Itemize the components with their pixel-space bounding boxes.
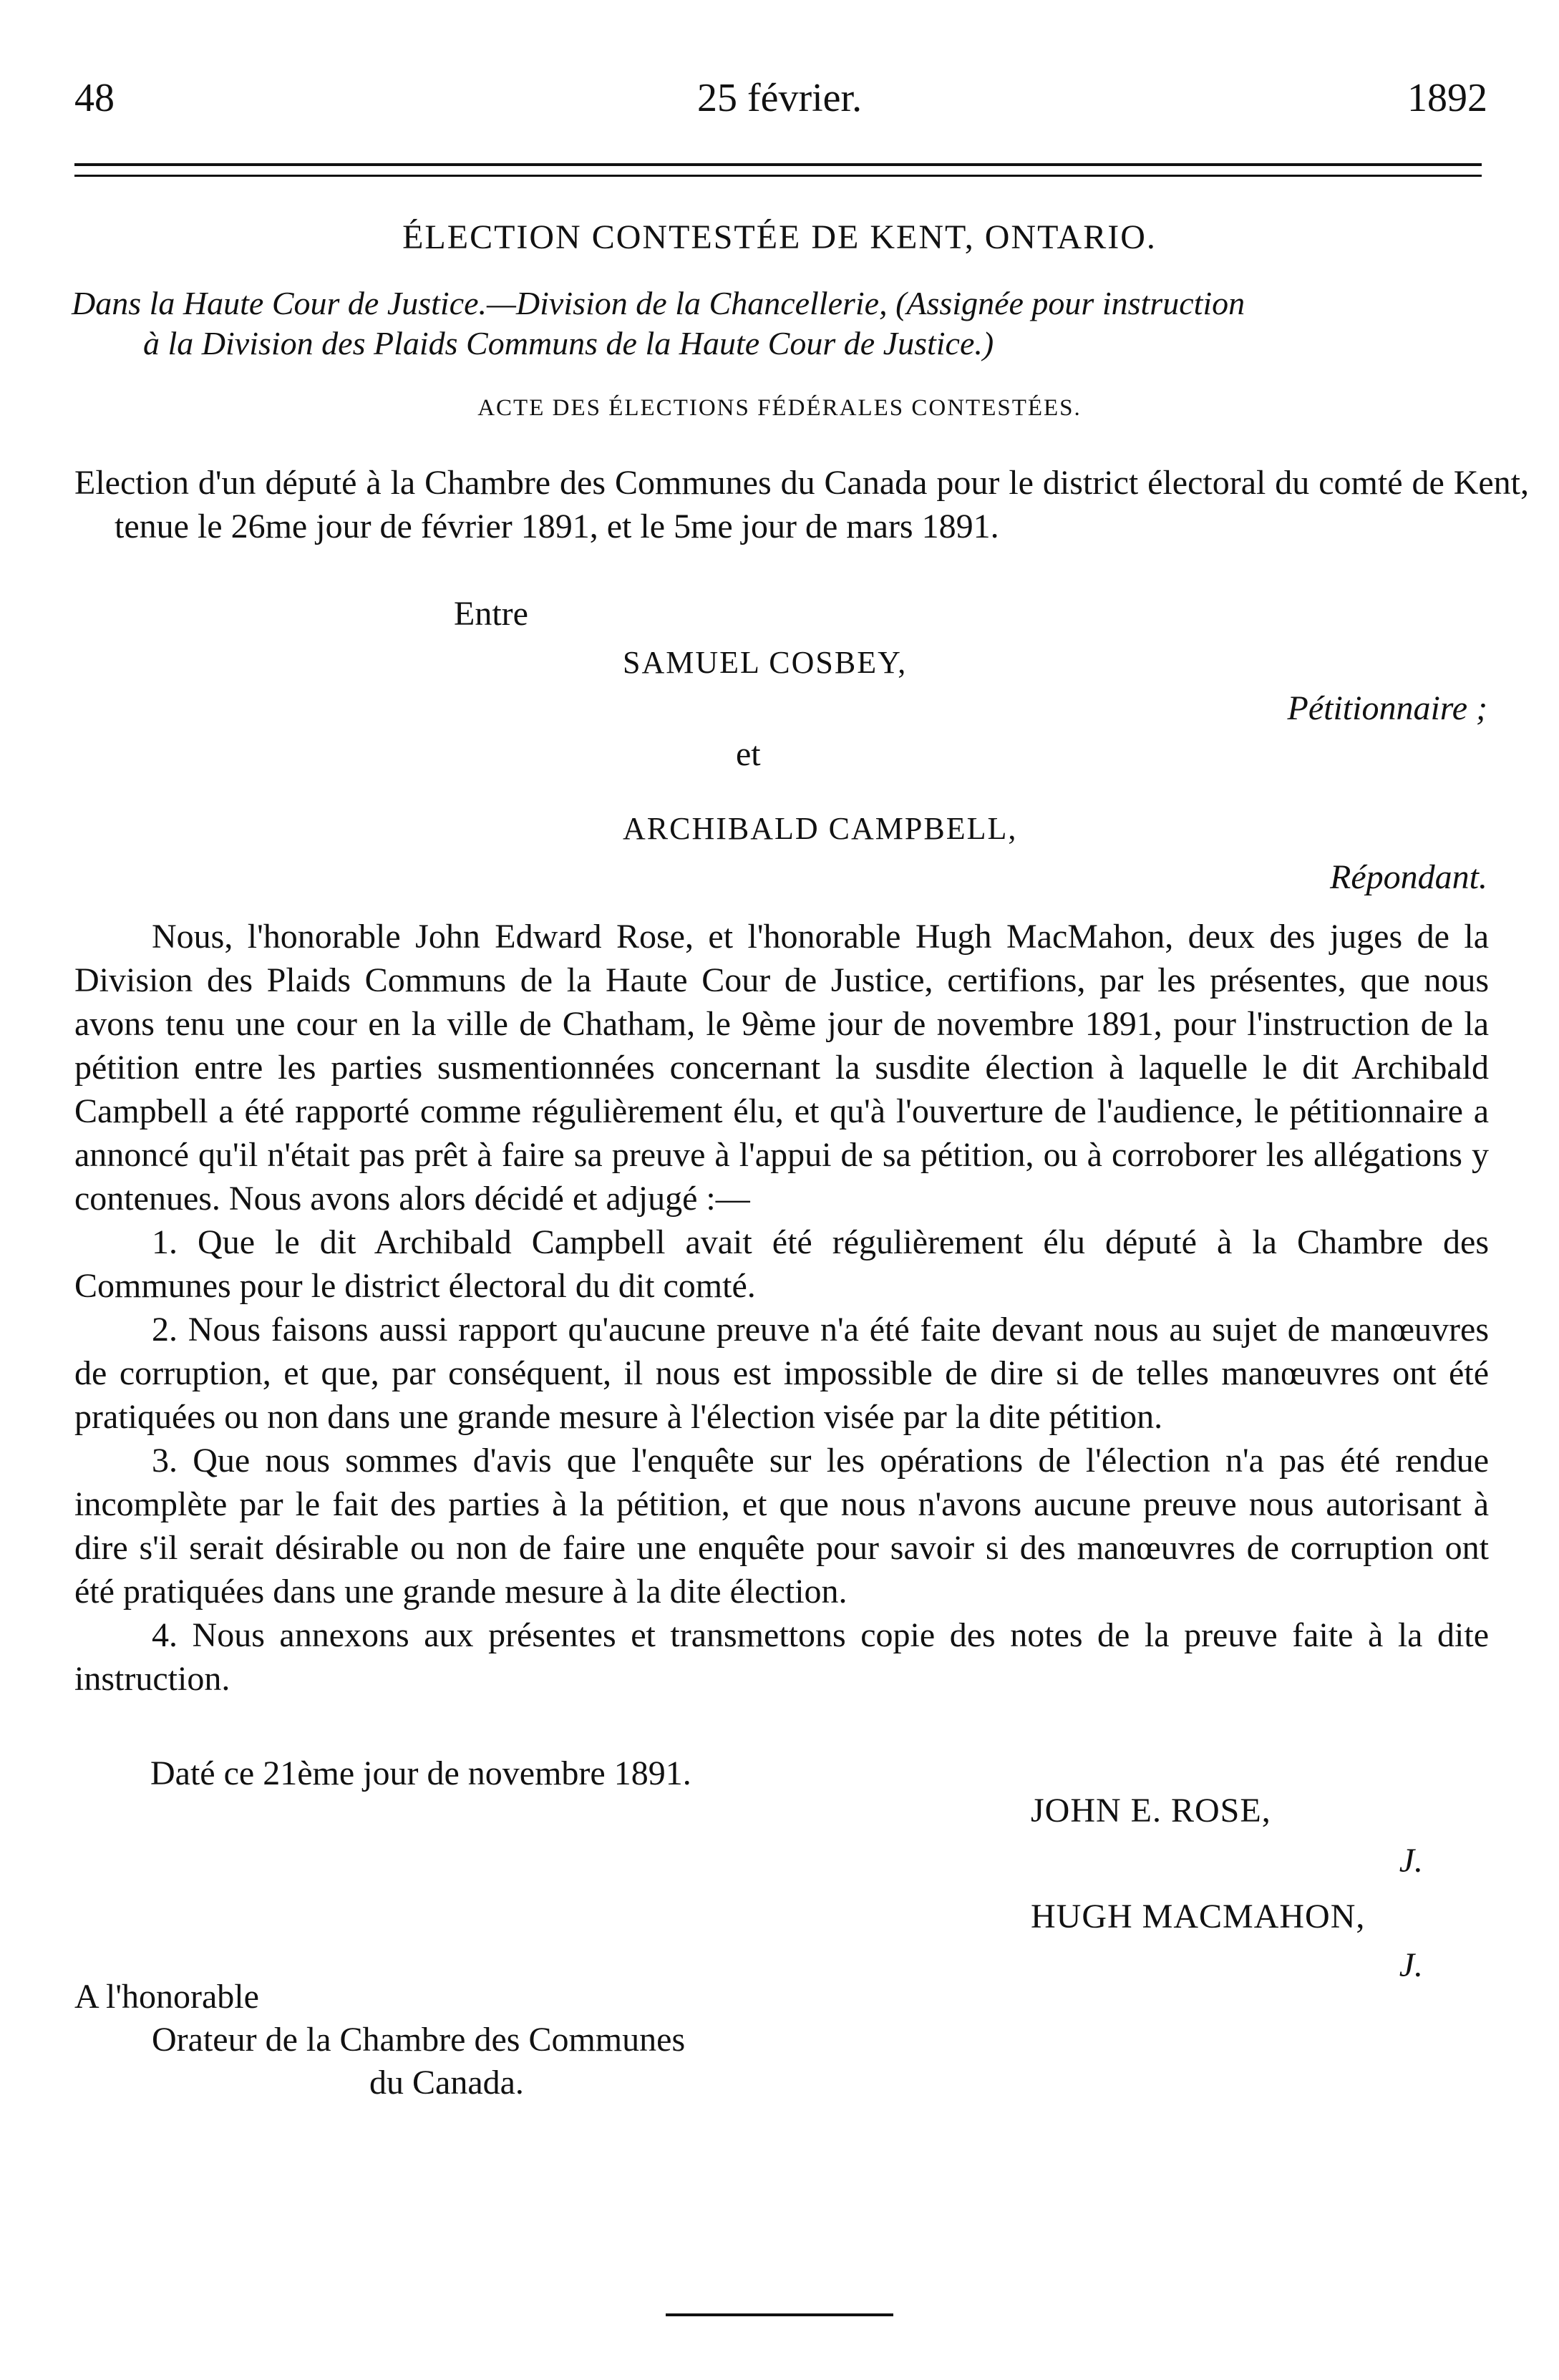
running-head-year: 1892 [1407, 76, 1487, 120]
entre-label: Entre [454, 595, 528, 633]
address-line-2: Orateur de la Chambre des Communes [152, 2021, 686, 2059]
petitioner-role: Pétitionnaire ; [1287, 689, 1487, 727]
dated-line: Daté ce 21ème jour de novembre 1891. [150, 1754, 691, 1792]
body-text [74, 915, 1489, 1701]
body-paragraph-2: 2. Nous faisons aussi rapport qu'aucune preuve n'a été faite devant nous au sujet de manœuvres de corruption, et que, par conséquent, il nous est impossible de dire si de telles manœuvres ont été pratiquées ou non dans une grande mesure à l'élection visée par la dite pétition. [74, 1311, 1489, 1436]
running-head-date: 25 février. [696, 76, 863, 120]
respondent-name: ARCHIBALD CAMPBELL, [623, 811, 1018, 846]
body-paragraph-intro: Nous, l'honorable John Edward Rose, et l'honorable Hugh MacMahon, deux des juges de la Division des Plaids Communs de la Haute Cour de Justice, certifions, par les présentes, que nous avons tenu une cour en la ville de Chatham, le 9ème jour de novembre 1891, pour l'instruction de la pétition entre les parties susmentionnées concernant la susdite élection à laquelle le dit Archibald Campbell a été rapporté comme régulièrement élu, et qu'à l'ouverture de l'audience, le pétitionnaire a annoncé qu'il n'était pas prêt à faire sa preuve à l'appui de sa pétition, ou à corroborer les allégations y contenues. Nous avons alors décidé et adjugé :— [74, 918, 1489, 1218]
header-rule-top [74, 163, 1482, 166]
court-line-1: Dans la Haute Cour de Justice.—Division de la Chancellerie, (Assignée pour instruction [72, 285, 1245, 321]
petitioner-name: SAMUEL COSBEY, [623, 645, 908, 680]
header-rule-bottom [74, 175, 1482, 177]
election-description: Election d'un député à la Chambre des Communes du Canada pour le district électoral du comté de Kent, tenue le 26me jour de février 1891, et le 5me jour de mars 1891. [74, 464, 1529, 545]
act-heading: ACTE DES ÉLECTIONS FÉDÉRALES CONTESTÉES. [477, 395, 1082, 421]
signature-rose-title: J. [1399, 1842, 1423, 1880]
et-label: et [736, 735, 761, 773]
signature-macmahon-title: J. [1399, 1946, 1423, 1984]
document-title: ÉLECTION CONTESTÉE DE KENT, ONTARIO. [402, 218, 1157, 256]
body-paragraph-3: 3. Que nous sommes d'avis que l'enquête sur les opérations de l'élection n'a pas été rendue incomplète par le fait des parties à la pétition, et que nous n'avons aucune preuve nous autorisant à dire s'il serait désirable ou non de faire une enquête pour savoir si des manœuvres de corruption ont été pratiquées dans une grande mesure à la dite élection. [74, 1442, 1489, 1611]
body-paragraph-1: 1. Que le dit Archibald Campbell avait été régulièrement élu député à la Chambre des Communes pour le district électoral du dit comté. [74, 1223, 1489, 1305]
footer-rule [666, 2313, 893, 2316]
court-line [72, 283, 1489, 364]
address-block [74, 1976, 685, 2104]
signature-macmahon: HUGH MACMAHON, [1031, 1898, 1366, 1935]
court-line-2: à la Division des Plaids Communs de la Haute Cour de Justice.) [143, 325, 994, 361]
signature-rose: JOHN E. ROSE, [1031, 1792, 1271, 1830]
respondent-role: Répondant. [1330, 858, 1487, 896]
page-number: 48 [74, 76, 115, 120]
address-line-3: du Canada. [369, 2064, 524, 2102]
body-paragraph-4: 4. Nous annexons aux présentes et transmettons copie des notes de la preuve faite à la dite instruction. [74, 1616, 1489, 1698]
address-line-1: A l'honorable [74, 1978, 259, 2016]
